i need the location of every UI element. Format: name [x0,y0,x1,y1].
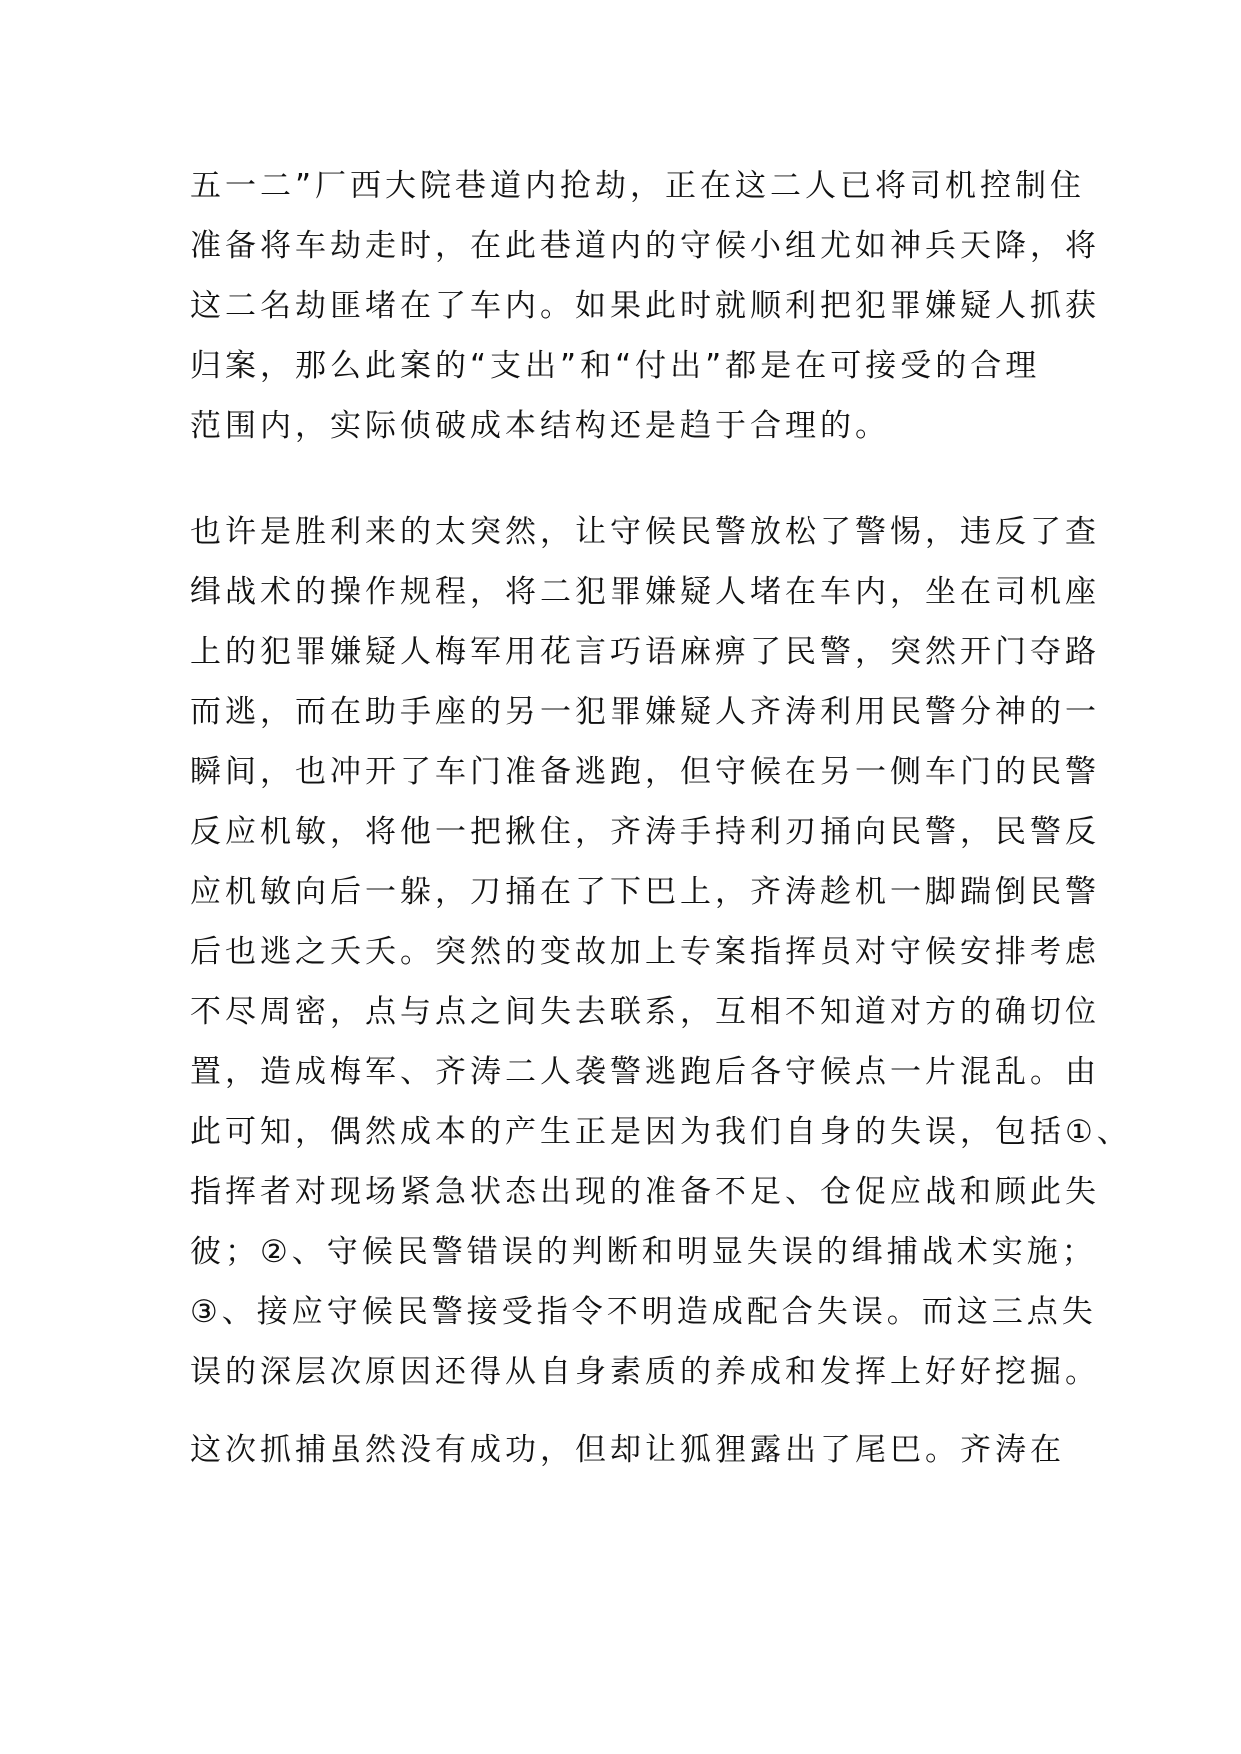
text-line: 瞬间，也冲开了车门准备逃跑，但守候在另一侧车门的民警 [190,754,1100,790]
paragraph-2 [190,502,1132,1402]
text-line: 后也逃之夭夭。突然的变故加上专案指挥员对守候安排考虑 [190,934,1100,970]
text-line: 上的犯罪嫌疑人梅军用花言巧语麻痹了民警，突然开门夺路 [190,634,1100,670]
text-line: 也许是胜利来的太突然，让守候民警放松了警惕，违反了查 [190,514,1100,550]
text-line: 彼；②、守候民警错误的判断和明显失误的缉捕战术实施； [190,1234,1097,1270]
text-line: 应机敏向后一躲，刀捅在了下巴上，齐涛趁机一脚踹倒民警 [190,874,1100,910]
text-line: 置，造成梅军、齐涛二人袭警逃跑后各守候点一片混乱。由 [190,1054,1100,1090]
text-line: 此可知，偶然成本的产生正是因为我们自身的失误，包括①、 [190,1114,1132,1150]
text-line: 反应机敏，将他一把揪住，齐涛手持利刃捅向民警，民警反 [190,814,1100,850]
text-line: 指挥者对现场紧急状态出现的准备不足、仓促应战和顾此失 [190,1174,1100,1210]
text-line: 而逃，而在助手座的另一犯罪嫌疑人齐涛利用民警分神的一 [190,694,1100,730]
text-line: 五一二”厂西大院巷道内抢劫，正在这二人已将司机控制住 [190,168,1086,204]
text-line: 范围内，实际侦破成本结构还是趋于合理的。 [190,408,890,444]
text-line: 误的深层次原因还得从自身素质的养成和发挥上好好挖掘。 [190,1354,1100,1390]
paragraph-3 [190,1420,1070,1480]
text-line: 准备将车劫走时，在此巷道内的守候小组尤如神兵天降，将 [190,228,1100,264]
text-line: ③、接应守候民警接受指令不明造成配合失误。而这三点失 [190,1294,1097,1330]
text-line: 归案，那么此案的“支出”和“付出”都是在可接受的合理 [190,348,1041,384]
text-line: 这二名劫匪堵在了车内。如果此时就顺利把犯罪嫌疑人抓获 [190,288,1100,324]
text-line: 这次抓捕虽然没有成功，但却让狐狸露出了尾巴。齐涛在 [190,1432,1065,1468]
text-line: 不尽周密，点与点之间失去联系，互相不知道对方的确切位 [190,994,1100,1030]
text-line: 缉战术的操作规程，将二犯罪嫌疑人堵在车内，坐在司机座 [190,574,1100,610]
paragraph-1 [190,156,1100,456]
